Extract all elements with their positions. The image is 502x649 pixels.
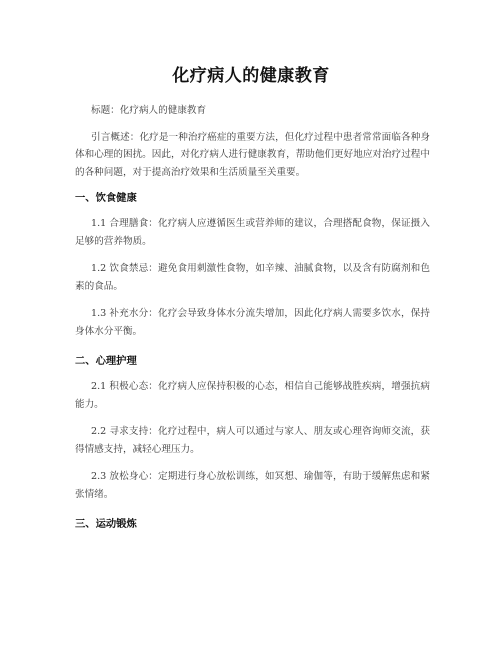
section-heading: 三、运动锻炼	[75, 518, 137, 530]
section-heading: 一、饮食健康	[75, 192, 137, 204]
section-item: 2.1 积极心态：化疗病人应保持积极的心态，相信自己能够战胜疾病，增强抗病能力。	[75, 381, 430, 410]
section-item: 2.2 寻求支持：化疗过程中，病人可以通过与家人、朋友或心理咨询师交流，获得情感支持，减轻心理压力。	[75, 426, 430, 455]
section-psychological-care	[75, 354, 430, 503]
section-item: 1.3 补充水分：化疗会导致身体水分流失增加，因此化疗病人需要多饮水，保持身体水分平衡。	[75, 308, 430, 337]
section-item: 1.1 合理膳食：化疗病人应遵循医生或营养师的建议，合理搭配食物，保证摄入足够的营养物质。	[75, 218, 430, 247]
document-body	[75, 102, 430, 541]
section-exercise	[75, 517, 430, 531]
section-diet	[75, 191, 430, 340]
section-heading: 二、心理护理	[75, 355, 137, 367]
section-item: 1.2 饮食禁忌：避免食用刺激性食物，如辛辣、油腻食物，以及含有防腐剂和色素的食品。	[75, 263, 430, 292]
document-title: 化疗病人的健康教育	[172, 66, 330, 86]
document-subtitle: 标题：化疗病人的健康教育	[91, 105, 207, 116]
intro-paragraph: 引言概述：化疗是一种治疗癌症的重要方法，但化疗过程中患者常常面临各种身体和心理的困扰。因此，对化疗病人进行健康教育，帮助他们更好地应对治疗过程中的各种问题，对于提高治疗效果和生活质量至关重要。	[75, 131, 430, 178]
section-item: 2.3 放松身心：定期进行身心放松训练，如冥想、瑜伽等，有助于缓解焦虑和紧张情绪。	[75, 471, 430, 500]
